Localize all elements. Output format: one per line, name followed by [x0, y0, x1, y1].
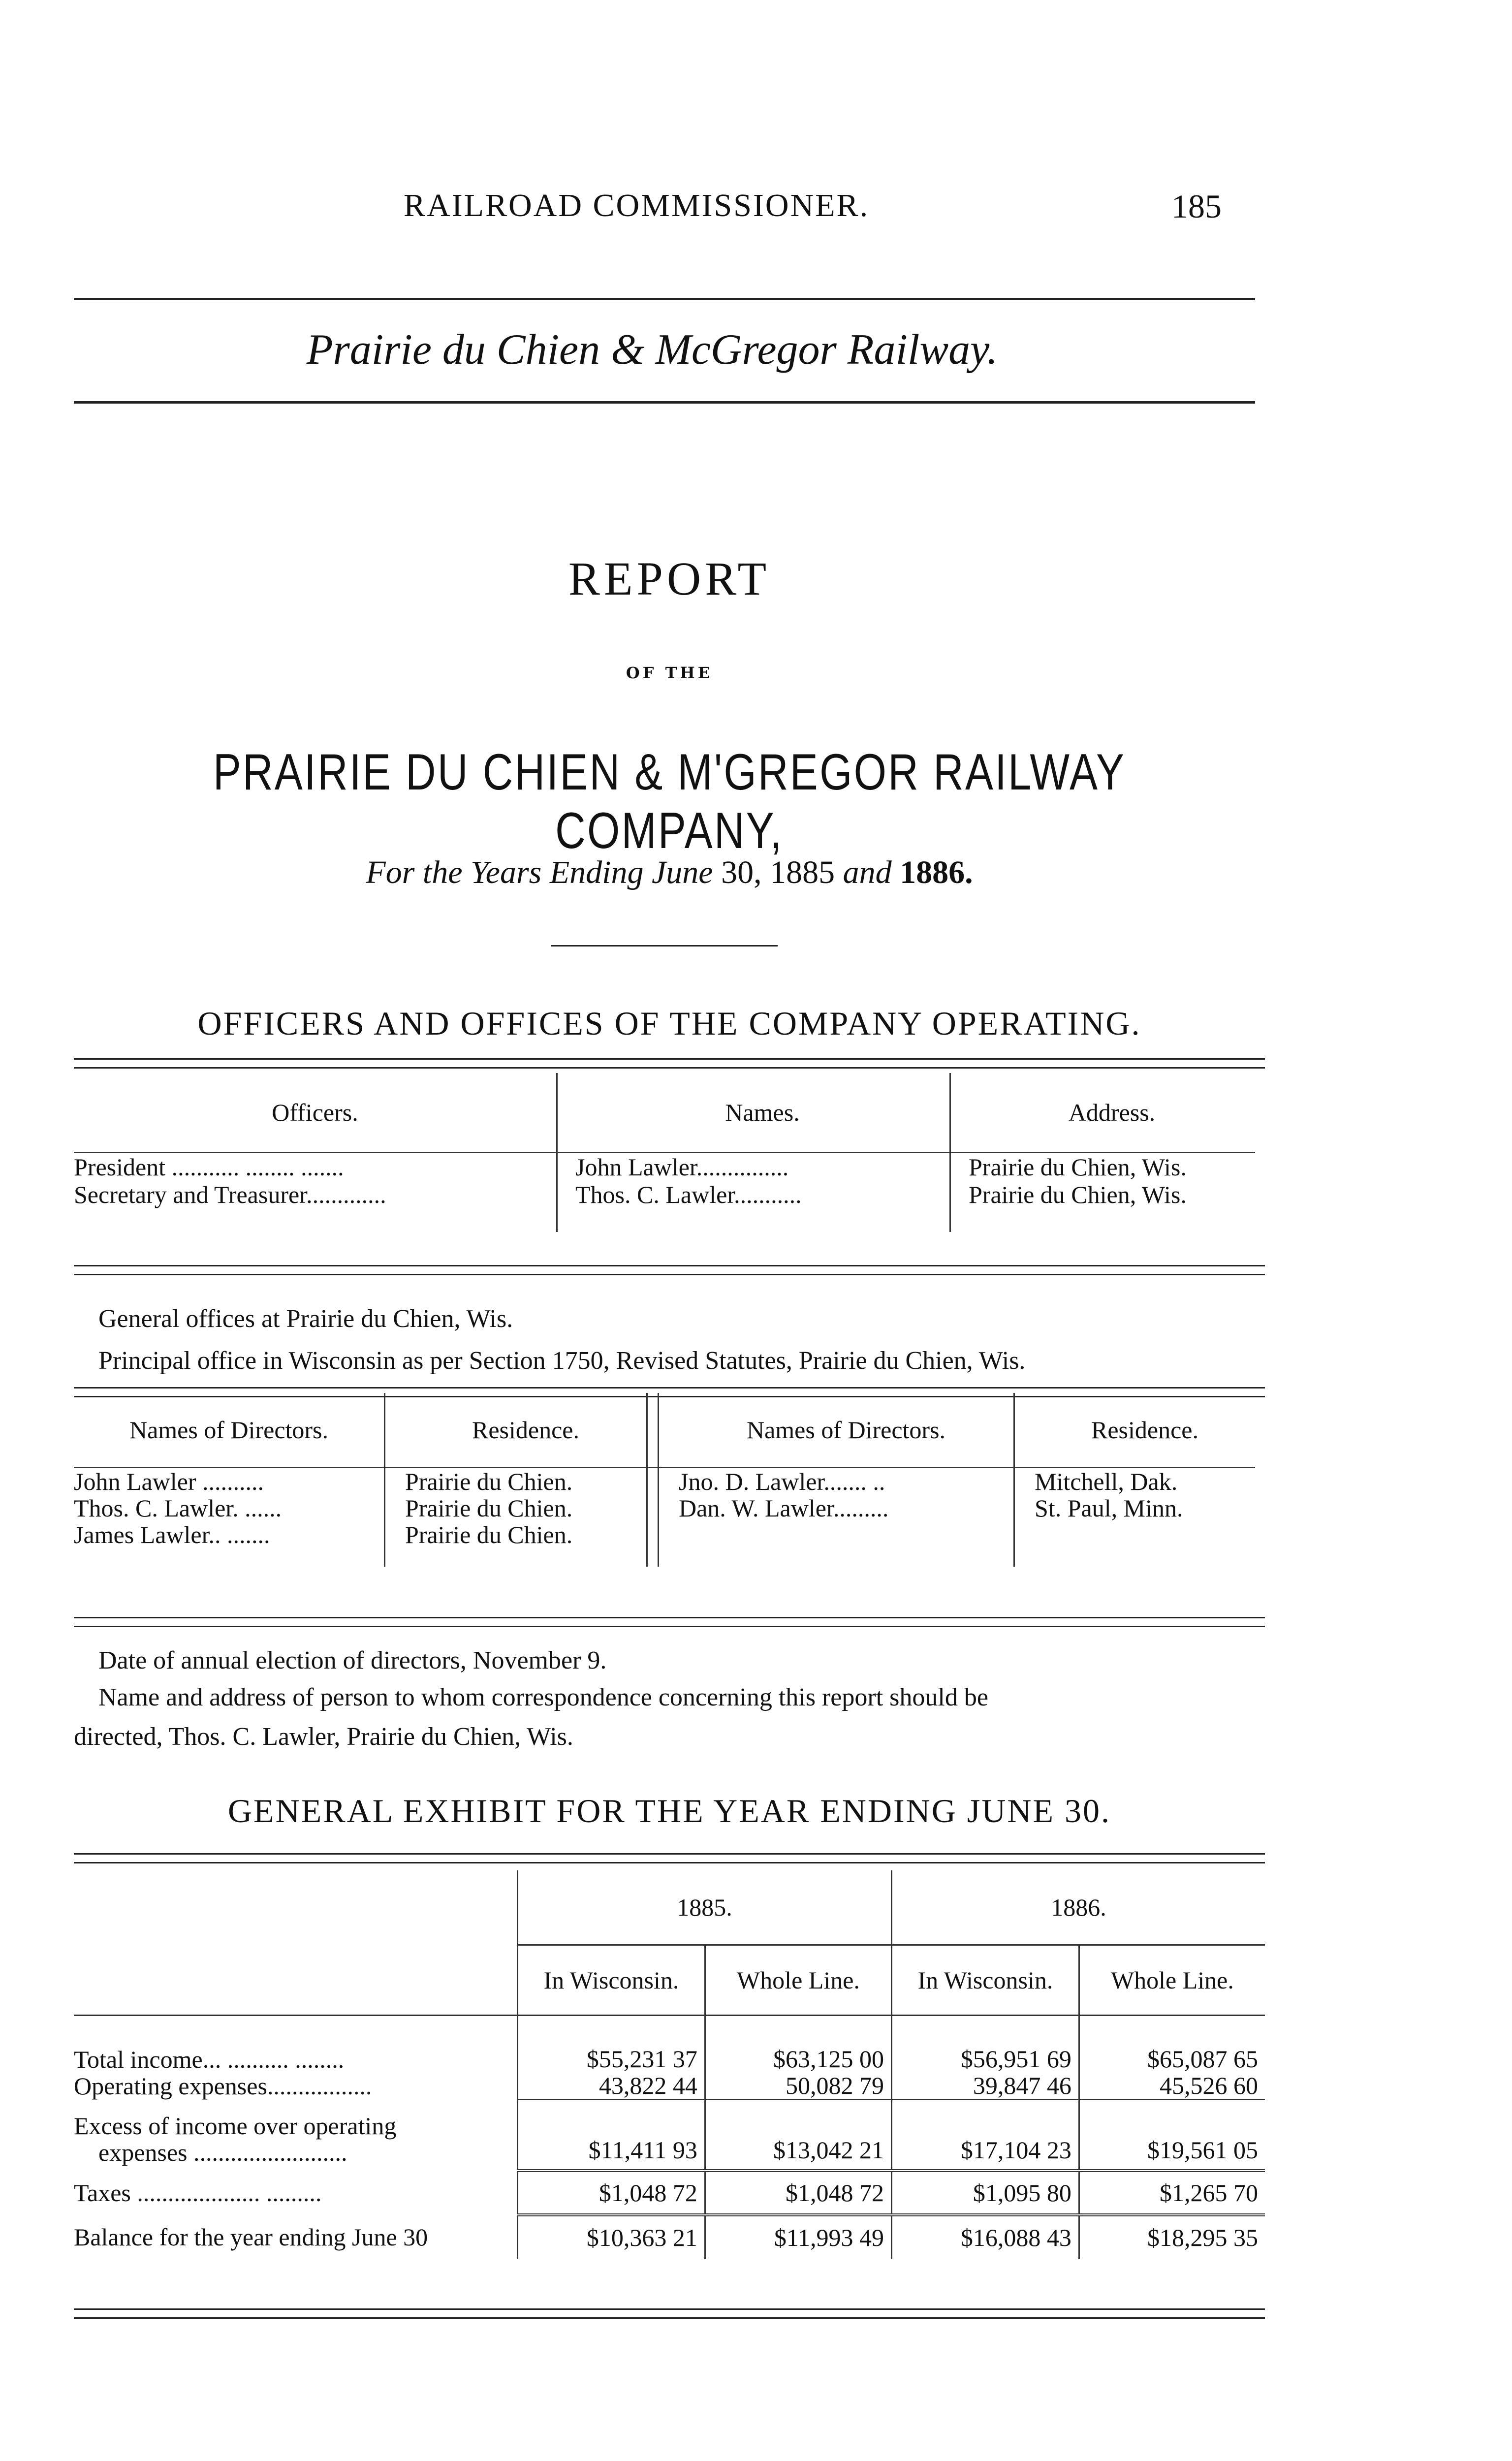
- director-name: Thos. C. Lawler. ......: [74, 1494, 282, 1522]
- name-secretary: Thos. C. Lawler...........: [575, 1181, 802, 1208]
- short-divider: [551, 945, 778, 947]
- report-of-the: OF THE: [626, 663, 713, 682]
- report-years: [0, 854, 1339, 891]
- officers-body-row: [74, 1153, 1255, 1232]
- officers-header-row: [74, 1073, 1255, 1153]
- col-residence-right: Residence.: [1014, 1393, 1256, 1468]
- col-director-names-left: Names of Directors.: [74, 1393, 385, 1468]
- directors-header-row: [74, 1393, 1255, 1468]
- sub-in-wisconsin-1885: In Wisconsin.: [518, 1945, 705, 2016]
- row-label-income-expenses: [74, 2016, 518, 2100]
- years-prefix: For the Years Ending June: [366, 854, 713, 890]
- col-address: Address.: [950, 1073, 1256, 1153]
- exhibit-table: [74, 1870, 1265, 2259]
- page-number: 185: [1171, 188, 1222, 225]
- taxes-1886-whole: $1,265 70: [1079, 2171, 1265, 2215]
- directors-right-residence: [1014, 1468, 1256, 1567]
- label-excess-2: expenses .........................: [98, 2138, 347, 2166]
- office-secretary: Secretary and Treasurer.............: [74, 1181, 386, 1208]
- address-president: Prairie du Chien, Wis.: [969, 1153, 1187, 1181]
- sub-in-wisconsin-1886: In Wisconsin.: [892, 1945, 1079, 2016]
- directors-bottom-rule-1: [74, 1617, 1265, 1618]
- section-rule: [74, 401, 1255, 404]
- name-president: John Lawler...............: [575, 1153, 789, 1181]
- directors-bottom-rule-2: [74, 1626, 1265, 1627]
- exhibit-heading: GENERAL EXHIBIT FOR THE YEAR ENDING JUNE 30.: [227, 1792, 1111, 1830]
- exhibit-row-taxes: [74, 2171, 1265, 2215]
- address-secretary: Prairie du Chien, Wis.: [969, 1181, 1187, 1208]
- directors-gap: [647, 1393, 659, 1468]
- col-residence-left: Residence.: [385, 1393, 647, 1468]
- balance-1886-wis: $16,088 43: [892, 2215, 1079, 2259]
- directors-gap-cell: [647, 1468, 659, 1567]
- years-and: and: [843, 854, 892, 890]
- officers-table: [74, 1073, 1255, 1232]
- correspondence-line-2: directed, Thos. C. Lawler, Prairie du Chien, Wis.: [74, 1723, 573, 1751]
- director-residence: Prairie du Chien.: [405, 1468, 573, 1495]
- exhibit-row-balance: [74, 2215, 1265, 2259]
- exhibit-row-income: [74, 2016, 1265, 2100]
- officers-bottom-rule-1: [74, 1265, 1265, 1266]
- officers-offices-cell: [74, 1153, 557, 1232]
- taxes-1885-wis: $1,048 72: [518, 2171, 705, 2215]
- directors-top-rule-1: [74, 1387, 1265, 1388]
- officers-top-rule-2: [74, 1067, 1265, 1069]
- value: $56,951 69: [960, 2045, 1071, 2073]
- officers-heading: OFFICERS AND OFFICES OF THE COMPANY OPERATING.: [197, 1005, 1141, 1042]
- directors-right-names: [659, 1468, 1014, 1567]
- income-expenses-1886-whole: [1079, 2016, 1265, 2100]
- officers-names-cell: [557, 1153, 950, 1232]
- officers-address-cell: [950, 1153, 1256, 1232]
- balance-1885-whole: $11,993 49: [705, 2215, 891, 2259]
- value: 39,847 46: [973, 2072, 1071, 2099]
- election-date: Date of annual election of directors, November 9.: [98, 1646, 607, 1674]
- exhibit-corner: [74, 1870, 518, 2016]
- excess-1885-whole: $13,042 21: [705, 2100, 891, 2171]
- director-residence: Prairie du Chien.: [405, 1494, 573, 1522]
- general-offices-note: General offices at Prairie du Chien, Wis.: [98, 1305, 513, 1333]
- label-operating-expenses: Operating expenses.................: [74, 2072, 372, 2100]
- value: 45,526 60: [1160, 2072, 1258, 2099]
- report-title: REPORT: [568, 552, 771, 605]
- excess-1885-wis: $11,411 93: [518, 2100, 705, 2171]
- running-title: RAILROAD COMMISSIONER.: [404, 188, 870, 223]
- label-total-income: Total income... .......... ........: [74, 2045, 345, 2073]
- value: 50,082 79: [786, 2072, 884, 2099]
- income-expenses-1886-wis: [892, 2016, 1079, 2100]
- value: $63,125 00: [773, 2045, 884, 2073]
- balance-1886-whole: $18,295 35: [1079, 2215, 1265, 2259]
- label-excess-1: Excess of income over operating: [74, 2112, 397, 2140]
- years-end: 1886.: [900, 854, 973, 890]
- col-officers: Officers.: [74, 1073, 557, 1153]
- year-1885: 1885.: [518, 1870, 892, 1945]
- income-expenses-1885-wis: [518, 2016, 705, 2100]
- value: $65,087 65: [1147, 2045, 1258, 2073]
- excess-1886-whole: $19,561 05: [1079, 2100, 1265, 2171]
- row-label-excess: [74, 2100, 518, 2171]
- exhibit-bottom-rule-1: [74, 2308, 1265, 2310]
- directors-table: [74, 1393, 1255, 1567]
- exhibit-row-excess: [74, 2100, 1265, 2171]
- col-director-names-right: Names of Directors.: [659, 1393, 1014, 1468]
- exhibit-top-rule-2: [74, 1862, 1265, 1863]
- income-expenses-1885-whole: [705, 2016, 891, 2100]
- principal-office-note: Principal office in Wisconsin as per Section 1750, Revised Statutes, Prairie du Chien, Wis.: [98, 1347, 1026, 1375]
- value: $55,231 37: [586, 2045, 697, 2073]
- years-day: 30, 1885: [721, 854, 835, 890]
- section-title: Prairie du Chien & McGregor Railway.: [306, 326, 998, 374]
- director-residence: Mitchell, Dak.: [1035, 1468, 1178, 1495]
- director-name: John Lawler ..........: [74, 1468, 264, 1495]
- year-1886: 1886.: [892, 1870, 1265, 1945]
- excess-1886-wis: $17,104 23: [892, 2100, 1079, 2171]
- director-residence: St. Paul, Minn.: [1035, 1494, 1183, 1522]
- balance-1885-wis: $10,363 21: [518, 2215, 705, 2259]
- header-rule: [74, 298, 1255, 300]
- directors-left-names: [74, 1468, 385, 1567]
- label-balance: Balance for the year ending June 30: [74, 2215, 518, 2259]
- director-name: Dan. W. Lawler.........: [679, 1494, 889, 1522]
- taxes-1886-wis: $1,095 80: [892, 2171, 1079, 2215]
- office-president: President ........... ........ .......: [74, 1153, 344, 1181]
- director-name: Jno. D. Lawler....... ..: [679, 1468, 885, 1495]
- sub-whole-line-1886: Whole Line.: [1079, 1945, 1265, 2016]
- sub-whole-line-1885: Whole Line.: [705, 1945, 891, 2016]
- label-taxes: Taxes .................... .........: [74, 2171, 518, 2215]
- exhibit-year-row: [74, 1870, 1265, 1945]
- company-title: PRAIRIE DU CHIEN & M'GREGOR RAILWAY COMPANY,: [213, 744, 1126, 859]
- director-name: James Lawler.. .......: [74, 1521, 270, 1548]
- col-names: Names.: [557, 1073, 950, 1153]
- directors-body-row: [74, 1468, 1255, 1567]
- directors-left-residence: [385, 1468, 647, 1567]
- exhibit-top-rule-1: [74, 1853, 1265, 1855]
- correspondence-line-1: Name and address of person to whom correspondence concerning this report should be: [98, 1683, 988, 1711]
- taxes-1885-whole: $1,048 72: [705, 2171, 891, 2215]
- director-residence: Prairie du Chien.: [405, 1521, 573, 1548]
- officers-top-rule-1: [74, 1058, 1265, 1060]
- exhibit-bottom-rule-2: [74, 2317, 1265, 2319]
- officers-bottom-rule-2: [74, 1274, 1265, 1275]
- value: 43,822 44: [598, 2072, 697, 2099]
